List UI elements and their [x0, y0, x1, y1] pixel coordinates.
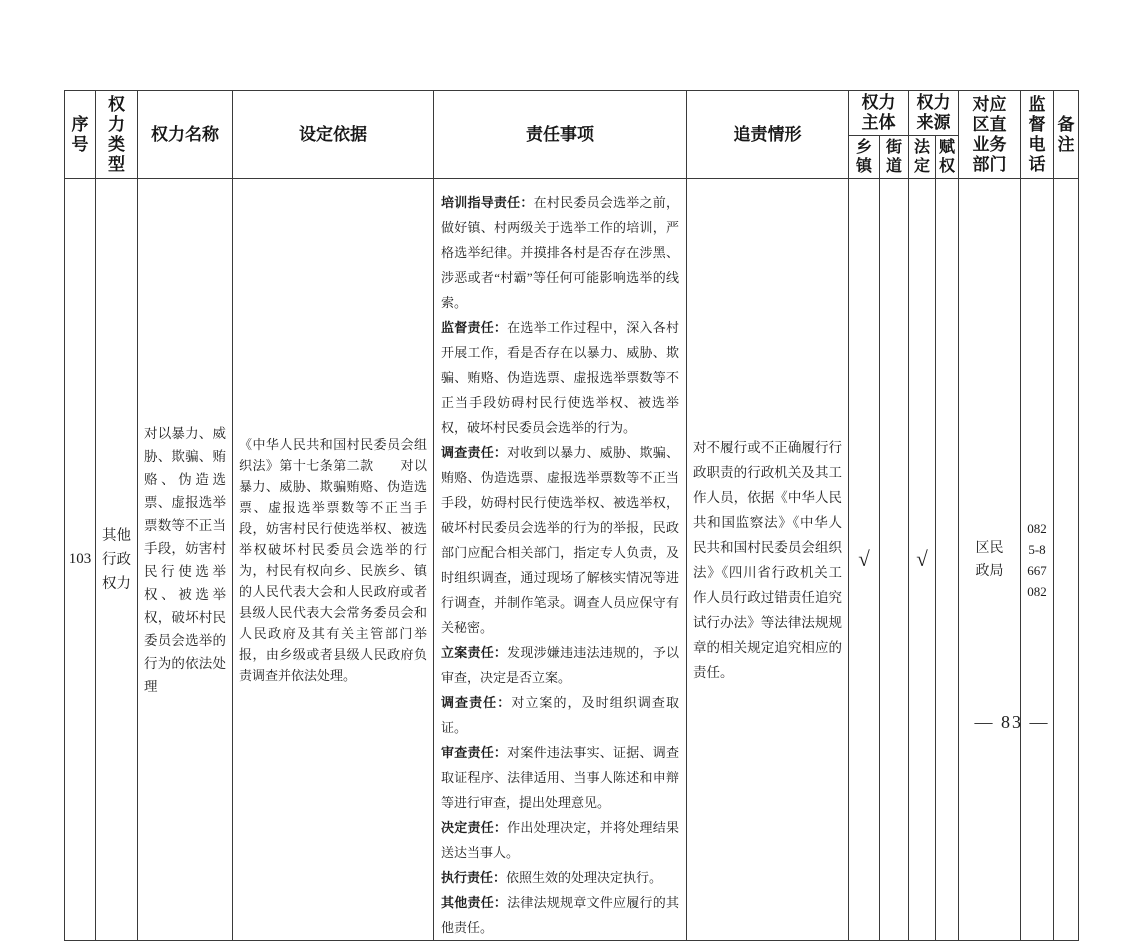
- header-statutory: 法 定: [909, 136, 936, 179]
- header-empowerment: 赋 权: [936, 136, 959, 179]
- responsibility-label: 调查责任：: [441, 695, 512, 710]
- header-responsibility: 责任事项: [434, 91, 687, 179]
- cell-statutory-check: √: [909, 179, 936, 941]
- header-power-source: 权力 来源: [909, 91, 959, 136]
- header-power-subject: 权力 主体: [849, 91, 909, 136]
- header-accountability: 追责情形: [687, 91, 849, 179]
- header-serial: 序 号: [65, 91, 96, 179]
- cell-supervision-phone: 082 5-8 667 082: [1021, 179, 1054, 941]
- page-number: — 83 —: [974, 712, 1050, 732]
- table-row-103: [65, 179, 1079, 941]
- responsibility-text: 在村民委员会选举之前，做好镇、村两级关于选举工作的培训，严格选举纪律。并摸排各村是否存在涉黑、涉恶或者“村霸”等任何可能影响选举的线索。: [441, 195, 679, 310]
- responsibility-text: 对收到以暴力、威胁、欺骗、贿赂、伪造选票、虚报选举票数等不正当手段，妨碍村民行使选举权、被选举权，破坏村民委员会选举的行为的举报，民政部门应配合相关部门，指定专人负责，及时组织调查，通过现场了解核实情况等进行调查，并制作笔录。调查人员应保守有关秘密。: [441, 445, 679, 635]
- header-row-top: [65, 91, 1079, 136]
- header-street: 街 道: [880, 136, 909, 179]
- header-phone: 监 督 电 话: [1021, 91, 1054, 179]
- responsibility-text: 依照生效的处理决定执行。: [506, 870, 663, 885]
- responsibility-text: 对立案的，及时组织调查取证。: [441, 695, 679, 735]
- header-township: 乡 镇: [849, 136, 880, 179]
- responsibility-text: 在选举工作过程中，深入各村开展工作，看是否存在以暴力、威胁、欺骗、贿赂、伪造选票、虚报选举票数等不正当手段妨碍村民行使选举权、被选举权，破坏村民委员会选举的行为。: [441, 320, 679, 435]
- responsibility-label: 监督责任：: [441, 320, 508, 335]
- responsibility-text: 对案件违法事实、证据、调查取证程序、法律适用、当事人陈述和申辩等进行审查，提出处理意见。: [441, 745, 679, 810]
- responsibility-item: [441, 440, 679, 640]
- header-power-type: 权 力 类 型: [96, 91, 138, 179]
- responsibility-item: [441, 315, 679, 440]
- responsibility-text: 法律法规规章文件应履行的其他责任。: [441, 895, 679, 935]
- responsibility-item: [441, 865, 679, 890]
- responsibility-item: [441, 640, 679, 690]
- header-department: 对应 区直 业务 部门: [959, 91, 1021, 179]
- cell-power-name: 对以暴力、威胁、欺骗、贿赂、伪造选票、虚报选举票数等不正当手段，妨害村民行使选举权、被选举权，破坏村民委员会选举的行为的依法处理: [138, 179, 233, 941]
- responsibility-label: 培训指导责任：: [441, 195, 534, 210]
- header-legal-basis: 设定依据: [233, 91, 434, 179]
- cell-serial-number: 103: [65, 179, 96, 941]
- cell-township-check: √: [849, 179, 880, 941]
- power-responsibility-table: [64, 90, 1079, 941]
- responsibility-item: [441, 890, 679, 940]
- responsibility-label: 立案责任：: [441, 645, 508, 660]
- responsibility-item: [441, 740, 679, 815]
- header-power-name: 权力名称: [138, 91, 233, 179]
- cell-remark: [1054, 179, 1079, 941]
- cell-responsibilities: [434, 179, 687, 941]
- responsibility-text: 发现涉嫌违违法违规的，予以审查，决定是否立案。: [441, 645, 679, 685]
- responsibility-item: [441, 690, 679, 740]
- responsibility-label: 审查责任：: [441, 745, 508, 760]
- responsibility-item: [441, 190, 679, 315]
- responsibility-label: 调查责任：: [441, 445, 508, 460]
- cell-department: 区民 政局: [959, 179, 1021, 941]
- cell-legal-basis: 《中华人民共和国村民委员会组织法》第十七条第二款 对以暴力、威胁、欺骗贿赂、伪造选票、虚报选举票数等不正当手段，妨害村民行使选举权、被选举权破坏村民委员会选举的行为，村民有权向乡、民族乡、镇的人民代表大会和人民政府或者县级人民代表大会常务委员会和人民政府及其有关主管部门举报，由乡级或者县级人民政府负责调查并依法处理。: [233, 179, 434, 941]
- responsibility-label: 决定责任：: [441, 820, 508, 835]
- responsibility-item: [441, 815, 679, 865]
- cell-power-type: 其他 行政 权力: [96, 179, 138, 941]
- responsibility-label: 其他责任：: [441, 895, 508, 910]
- responsibility-label: 执行责任：: [441, 870, 507, 885]
- cell-accountability: 对不履行或不正确履行行政职责的行政机关及其工作人员，依据《中华人民共和国监察法》《中华人民共和国村民委员会组织法》《四川省行政机关工作人员行政过错责任追究试行办法》等法律法规规章的相关规定追究相应的责任。: [687, 179, 849, 941]
- responsibility-text: 作出处理决定，并将处理结果送达当事人。: [441, 820, 679, 860]
- header-remark: 备 注: [1054, 91, 1079, 179]
- cell-street-check: [880, 179, 909, 941]
- cell-empowerment-check: [936, 179, 959, 941]
